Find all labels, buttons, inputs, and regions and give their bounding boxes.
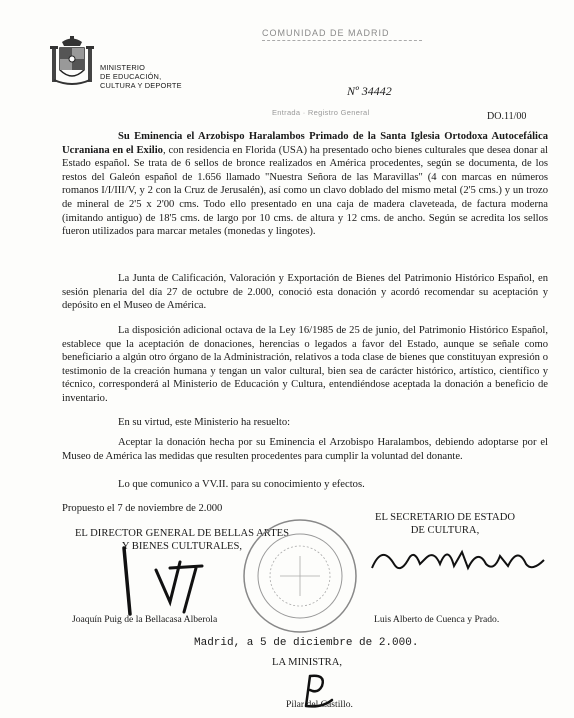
ministry-line-2: DE EDUCACIÓN, — [100, 72, 162, 81]
place-and-date: Madrid, a 5 de diciembre de 2.000. — [194, 637, 419, 649]
document-reference: DO.11/00 — [487, 111, 527, 122]
paragraph-communication: Lo que comunico a VV.II. para su conocimiento y efectos. — [118, 479, 365, 490]
paragraph-donation-text: , con residencia en Florida (USA) ha presentado ocho bienes culturales que desea donar al Estado español. Se trata de 6 sellos de bronce realizados en América procedentes, según se documenta, de los restos del Galeón español de 1.656 llamado "Nuestra Señora de las Maravillas" (4 con marcas en números romanos I/I/III/V, y 2 con la Cruz de Jerusalén), así como un clavo doblado del mismo metal (2'5 cms.) y un trozo de mineral de 2'5 x 2'00 cms. Todo ello presentado en una caja de madera claveteada, de factura moderna (imitando antiguo) de 18'5 cms. de largo por 10 cms. de altura y 12 cms. de ancho. Según se acredita los sellos fueron utilizados para marcar metales (monedas y lingotes). — [62, 144, 548, 238]
ministry-name — [100, 63, 182, 90]
ministry-line-1: MINISTERIO — [100, 63, 146, 72]
paragraph-donation — [62, 130, 548, 239]
secretary-title-line-2: DE CULTURA, — [410, 525, 480, 536]
coat-of-arms-logo — [48, 34, 96, 90]
director-title-line-2: Y BIENES CULTURALES, — [121, 541, 243, 552]
secretary-name: Luis Alberto de Cuenca y Prado. — [374, 614, 500, 625]
registry-number: Nº 34442 — [347, 84, 392, 98]
paragraph-law: La disposición adicional octava de la Ley 16/1985 de 25 de junio, del Patrimonio Histórico Español, establece que la aceptación de donaciones, herencias o legados a favor del Estado, aunque se señale como beneficiario a algún otro órgano de la Administración, relativos a toda clase de bienes que constituyan expresión o testimonio de la creación humana y tengan un valor cultural, bien sea de carácter histórico, artístico, científico y técnico, corresponderá al Ministerio de Educación y Cultura, entendiéndose aceptada la donación a beneficio de inventario. — [62, 325, 548, 404]
secretary-title-line-1: EL SECRETARIO DE ESTADO — [374, 512, 516, 523]
minister-name: Pilar del Castillo. — [286, 699, 353, 710]
registry-label: Entrada · Registro General — [272, 108, 370, 117]
registry-stamp — [262, 28, 422, 50]
official-seal-stamp — [240, 516, 360, 636]
proposal-date: Propuesto el 7 de noviembre de 2.000 — [62, 503, 223, 514]
director-signature — [100, 540, 210, 620]
donor-name: Su Eminencia el Arzobispo Haralambos Primado de la Santa Iglesia Ortodoxa Autocefálica Ucraniana en el Exilio — [62, 131, 548, 156]
secretary-title — [360, 511, 530, 537]
stamp-text: COMUNIDAD DE MADRID — [262, 28, 422, 41]
director-name: Joaquín Puig de la Bellacasa Alberola — [72, 614, 218, 625]
director-title-line-1: EL DIRECTOR GENERAL DE BELLAS ARTES — [74, 528, 290, 539]
ministry-line-3: CULTURA Y DEPORTE — [100, 81, 182, 90]
paragraph-junta: La Junta de Calificación, Valoración y Exportación de Bienes del Patrimonio Histórico Español, en sesión plenaria del día 27 de octubre de 2.000, conoció esta donación y acordó recomendar su aceptación y depósito en el Museo de América. — [62, 273, 548, 312]
minister-title: LA MINISTRA, — [272, 657, 343, 668]
paragraph-acceptance: Aceptar la donación hecha por su Eminencia el Arzobispo Haralambos, debiendo adoptarse por el Museo de América las medidas que resulten procedentes para cumplir la voluntad del donante. — [62, 437, 548, 462]
paragraph-resolution: En su virtud, este Ministerio ha resuelto: — [118, 417, 291, 428]
secretary-signature — [368, 538, 548, 582]
